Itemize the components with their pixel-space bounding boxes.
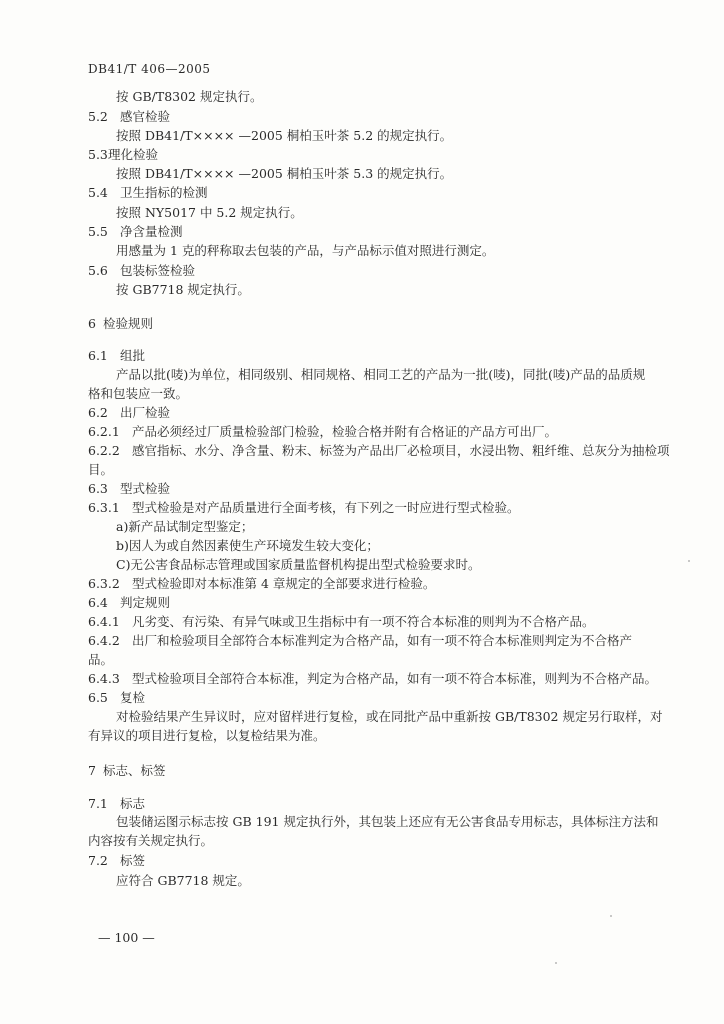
clause-number: 7 — [88, 763, 96, 778]
clause-title: 型式检验是对产品质量进行全面考核，有下列之一时应进行型式检验。 — [132, 500, 520, 515]
paragraph-text: a)新产品试制定型鉴定； — [116, 519, 254, 534]
clause-number: 6.4 — [88, 595, 108, 610]
paragraph-text: 应符合 GB7718 规定。 — [116, 873, 250, 888]
paragraph-text: 目。 — [88, 462, 114, 477]
clause-title: 型式检验即对本标准第 4 章规定的全部要求进行检验。 — [132, 576, 436, 591]
clause-number: 6.1 — [88, 348, 108, 363]
clause-title: 检验规则 — [103, 316, 154, 331]
paragraph-text: b)因人为或自然因素使生产环境发生较大变化； — [116, 538, 379, 553]
clause-number: 6.4.3 — [88, 671, 120, 686]
clause-number: 6.3.2 — [88, 576, 120, 591]
paragraph-text: 内容按有关规定执行。 — [88, 833, 214, 848]
paragraph-text: 按 GB/T8302 规定执行。 — [116, 89, 263, 104]
clause-number: 6.3.1 — [88, 500, 120, 515]
clause-title: 标志、标签 — [103, 763, 166, 778]
clause-number: 6.4.2 — [88, 633, 120, 648]
clause-number: 6.2 — [88, 405, 108, 420]
clause-number: 5.3 — [88, 147, 108, 162]
paragraph-text: 用感量为 1 克的秤称取去包装的产品，与产品标示值对照进行测定。 — [116, 243, 495, 258]
paragraph-text: 品。 — [88, 652, 114, 667]
clause-title: 凡劣变、有污染、有异气味或卫生指标中有一项不符合本标准的则判为不合格产品。 — [132, 614, 595, 629]
paragraph-text: 产品以批(唛)为单位，相同级别、相同规格、相同工艺的产品为一批(唛)，同批(唛)产品的品质规 — [116, 367, 646, 382]
clause-number: 6.5 — [88, 690, 108, 705]
clause-number: 6.2.2 — [88, 443, 120, 458]
clause-title: 出厂和检验项目全部符合本标准判定为合格产品，如有一项不符合本标准则判定为不合格产 — [132, 633, 633, 648]
clause-title: 理化检验 — [108, 147, 159, 162]
page-number: — 100 — — [98, 930, 155, 945]
clause-number: 6.3 — [88, 481, 108, 496]
paragraph-text: 按照 DB41/T×××× —2005 桐柏玉叶茶 5.3 的规定执行。 — [116, 166, 453, 181]
clause-title: 包装标签检验 — [120, 263, 196, 278]
paragraph-text: 按照 DB41/T×××× —2005 桐柏玉叶茶 5.2 的规定执行。 — [116, 128, 453, 143]
paragraph-text: 按 GB7718 规定执行。 — [116, 282, 250, 297]
clause-number: 5.2 — [88, 109, 108, 124]
clause-title: 卫生指标的检测 — [120, 185, 208, 200]
clause-title: 复检 — [120, 690, 146, 705]
clause-number: 5.6 — [88, 263, 108, 278]
clause-number: 6.4.1 — [88, 614, 120, 629]
clause-title: 型式检验 — [120, 481, 171, 496]
clause-number: 6 — [88, 316, 96, 331]
paragraph-text: 有异议的项目进行复检，以复检结果为准。 — [88, 728, 326, 743]
clause-title: 净含量检测 — [120, 224, 183, 239]
paragraph-text: C)无公害食品标志管理或国家质量监督机构提出型式检验要求时。 — [116, 557, 481, 572]
document-code-header: DB41/T 406—2005 — [88, 62, 211, 76]
clause-number: 5.5 — [88, 224, 108, 239]
clause-number: 7.2 — [88, 853, 108, 868]
clause-number: 7.1 — [88, 796, 108, 811]
clause-title: 出厂检验 — [120, 405, 171, 420]
clause-title: 标签 — [120, 853, 146, 868]
paragraph-text: 包装储运图示标志按 GB 191 规定执行外，其包装上还应有无公害食品专用标志，具体标注方法和 — [116, 814, 659, 829]
clause-number: 5.4 — [88, 185, 108, 200]
clause-number: 6.2.1 — [88, 424, 120, 439]
paragraph-text: 格和包装应一致。 — [88, 386, 189, 401]
paragraph-text: 按照 NY5017 中 5.2 规定执行。 — [116, 205, 303, 220]
clause-title: 感官检验 — [120, 109, 171, 124]
clause-title: 组批 — [120, 348, 146, 363]
clause-title: 型式检验项目全部符合本标准，判定为合格产品，如有一项不符合本标准，则判为不合格产品。 — [132, 671, 658, 686]
paragraph-text: 对检验结果产生异议时，应对留样进行复检，或在同批产品中重新按 GB/T8302 规定另行取样，对 — [116, 709, 663, 724]
clause-title: 判定规则 — [120, 595, 171, 610]
clause-title: 产品必须经过厂质量检验部门检验，检验合格并附有合格证的产品方可出厂。 — [132, 424, 558, 439]
clause-title: 标志 — [120, 796, 146, 811]
clause-title: 感官指标、水分、净含量、粉末、标签为产品出厂必检项目，水浸出物、粗纤维、总灰分为抽检项 — [132, 443, 670, 458]
